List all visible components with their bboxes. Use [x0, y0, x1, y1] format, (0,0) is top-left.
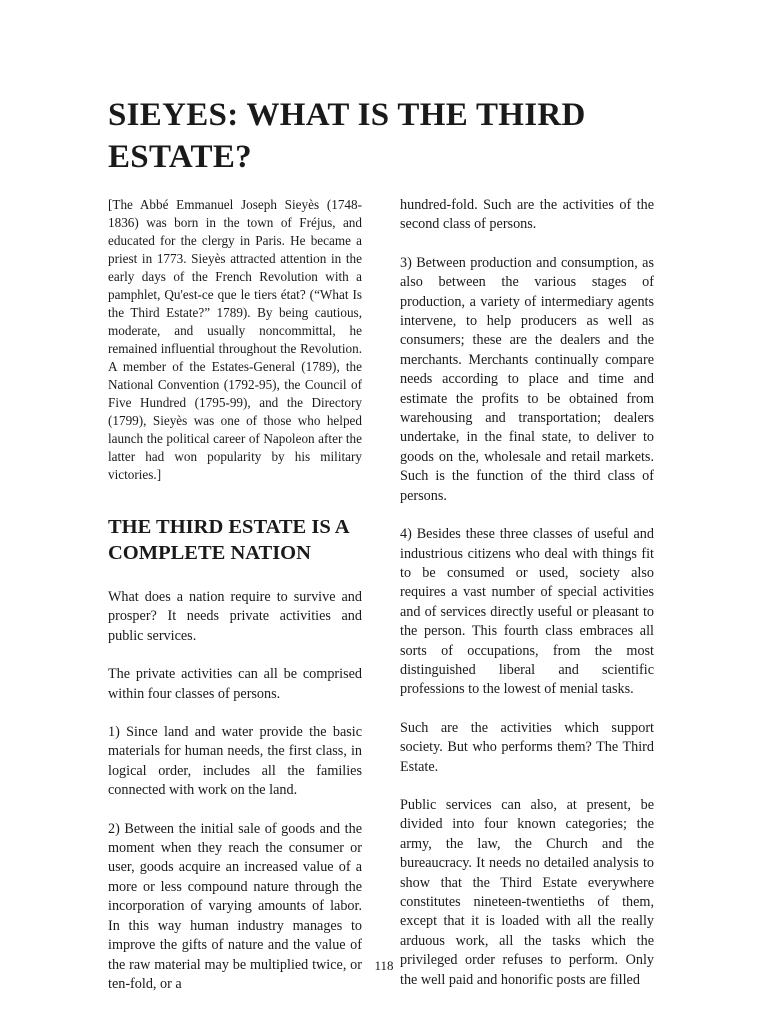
body-paragraph: Such are the activities which support society. But who performs them? The Third Estate.: [400, 719, 654, 775]
section-heading: THE THIRD ESTATE IS A COMPLETE NATION: [108, 516, 349, 564]
body-paragraph: 2) Between the initial sale of goods and the moment when they reach the consumer or user, goods acquire an increased value of a more or less compound nature through the incorporation of varying amounts of labor. In this way human industry manages to improve the gifts of nature and the value of the raw material may be multiplied twice, or ten-fold, or a: [108, 820, 362, 992]
body-paragraph: 4) Besides these three classes of useful and industrious citizens who deal with things fit to be consumed or used, society also requires a vast number of special activities and of services directly useful or pleasant to the person. This fourth class embraces all sorts of occupations, from the most distinguished liberal and scientific professions to the lowest of menial tasks.: [400, 526, 654, 698]
body-paragraph: 3) Between production and consumption, as also between the various stages of production, a variety of intermediary agents intervene, to help producers as well as consumers; these are the dealers and the merchants. Merchants continually compare needs according to place and time and estimate the profits to be obtained from warehousing and transportation; dealers undertake, in the final state, to deliver to goods on the, wholesale and retail markets. Such is the function of the third class of persons.: [400, 254, 654, 504]
body-paragraph: hundred-fold. Such are the activities of the second class of persons.: [400, 197, 654, 233]
page-number: 118: [374, 958, 394, 973]
right-column: [400, 196, 654, 1009]
body-paragraph: The private activities can all be comprised within four classes of persons.: [108, 666, 362, 702]
body-paragraph: Public services can also, at present, be divided into four known categories; the army, the law, the Church and the bureaucracy. It needs no detailed analysis to show that the Third Estate everywhere constitutes nineteen-twentieths of them, except that it is loaded with all the really arduous work, all the tasks which the privileged order refuses to perform. Only the well paid and honorific posts are filled: [400, 796, 654, 988]
intro-paragraph: [The Abbé Emmanuel Joseph Sieyès (1748-1836) was born in the town of Fréjus, and educated for the clergy in Paris. He became a priest in 1773. Sieyès attracted attention in the early days of the French Revolution with a pamphlet, Qu'est-ce que le tiers état? (“What Is the Third Estate?” 1789). By being cautious, moderate, and usually noncommittal, he remained influential throughout the Revolution. A member of the Estates-General (1789), the National Convention (1792-95), the Council of Five Hundred (1795-99), and the Directory (1799), Sieyès was one of those who helped launch the political career of Napoleon after the latter had won popularity by his military victories.]: [108, 197, 362, 482]
left-column: [108, 196, 362, 1013]
body-paragraph: 1) Since land and water provide the basic materials for human needs, the first class, in logical order, includes all the families connected with work on the land.: [108, 724, 362, 799]
page-title: SIEYES: WHAT IS THE THIRD ESTATE?: [108, 97, 586, 175]
body-paragraph: What does a nation require to survive and prosper? It needs private activities and public services.: [108, 589, 362, 644]
